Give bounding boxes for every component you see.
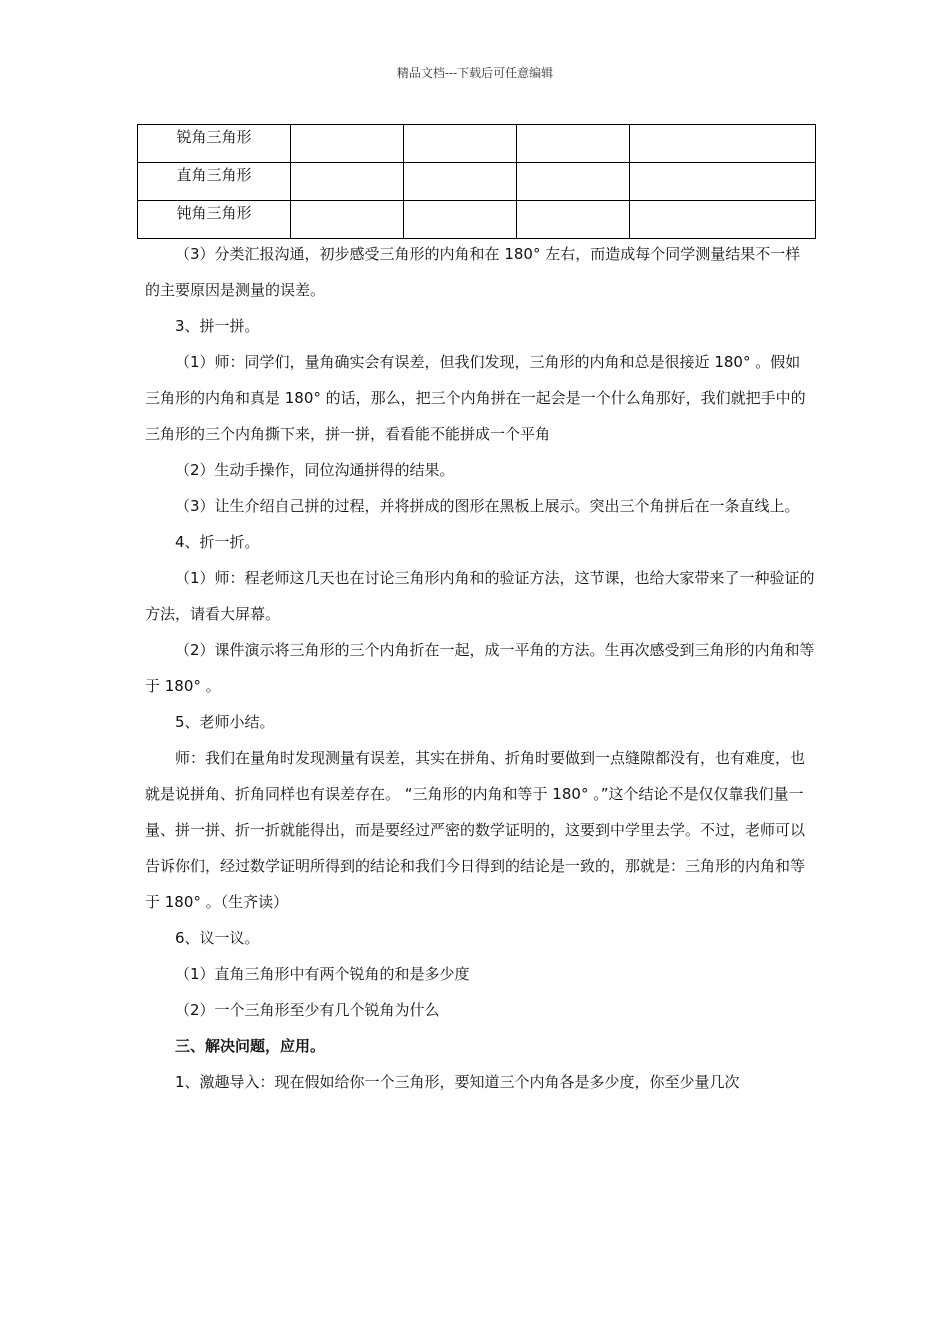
row-label-obtuse: 钝角三角形 [138,201,291,239]
table-cell [404,201,517,239]
measurement-table [137,124,816,239]
paragraph: 师：我们在量角时发现测量有误差，其实在拼角、折角时要做到一点缝隙都没有，也有难度，也就是说拼角、折角同样也有误差存在。 “三角形的内角和等于 180° 。”这个结论不是仅仅靠我们量一量、拼一拼、折一折就能得出，而是要经过严密的数学证明的，这要到中学里去学。不过，老师可以告诉你们，经过数学证明所得到的结论和我们今日得到的结论是一致的，那就是：三角形的内角和等于 180° 。（生齐读） [145,749,806,911]
table-cell [291,125,404,163]
table-cell [630,125,816,163]
paragraph: 3、拼一拼。 [175,317,260,335]
table-cell [630,163,816,201]
table-row [138,201,816,239]
table-row [138,163,816,201]
paragraph: （1）师：程老师这几天也在讨论三角形内角和的验证方法，这节课，也给大家带来了一种验证的方法，请看大屏幕。 [145,569,815,623]
paragraph: 5、老师小结。 [175,713,275,731]
table-cell [291,201,404,239]
row-label-right: 直角三角形 [138,163,291,201]
table-cell [630,201,816,239]
table-cell [404,163,517,201]
paragraph: 三、解决问题，应用。 [175,1037,326,1055]
paragraph: （2）课件演示将三角形的三个内角折在一起，成一平角的方法。生再次感受到三角形的内角和等于 180° 。 [145,641,815,695]
paragraph: （3）让生介绍自己拼的过程，并将拼成的图形在黑板上展示。突出三个角拼后在一条直线上。 [175,497,800,515]
paragraph: （1）直角三角形中有两个锐角的和是多少度 [175,965,470,983]
table-cell [404,125,517,163]
table-cell [517,201,630,239]
paragraph: （3）分类汇报沟通，初步感受三角形的内角和在 180° 左右，而造成每个同学测量结果不一样的主要原因是测量的误差。 [145,245,801,299]
paragraph: 4、折一折。 [175,533,260,551]
paragraph: 6、议一议。 [175,929,260,947]
page-header: 精品文档---下载后可任意编辑 [396,66,554,80]
paragraph: （2）生动手操作，同位沟通拼得的结果。 [175,461,455,479]
table-row [138,125,816,163]
row-label-acute: 锐角三角形 [138,125,291,163]
paragraph: （2）一个三角形至少有几个锐角为什么 [175,1001,440,1019]
table-cell [517,163,630,201]
paragraph: （1）师：同学们，量角确实会有误差，但我们发现，三角形的内角和总是很接近 180° 。假如三角形的内角和真是 180° 的话，那么，把三个内角拼在一起会是一个什么角那好，我们就把手中的三角形的三个内角撕下来，拼一拼，看看能不能拼成一个平角 [145,353,806,443]
paragraph: 1、激趣导入：现在假如给你一个三角形，要知道三个内角各是多少度，你至少量几次 [175,1073,740,1091]
document-body [145,236,815,1100]
table-cell [291,163,404,201]
table-cell [517,125,630,163]
